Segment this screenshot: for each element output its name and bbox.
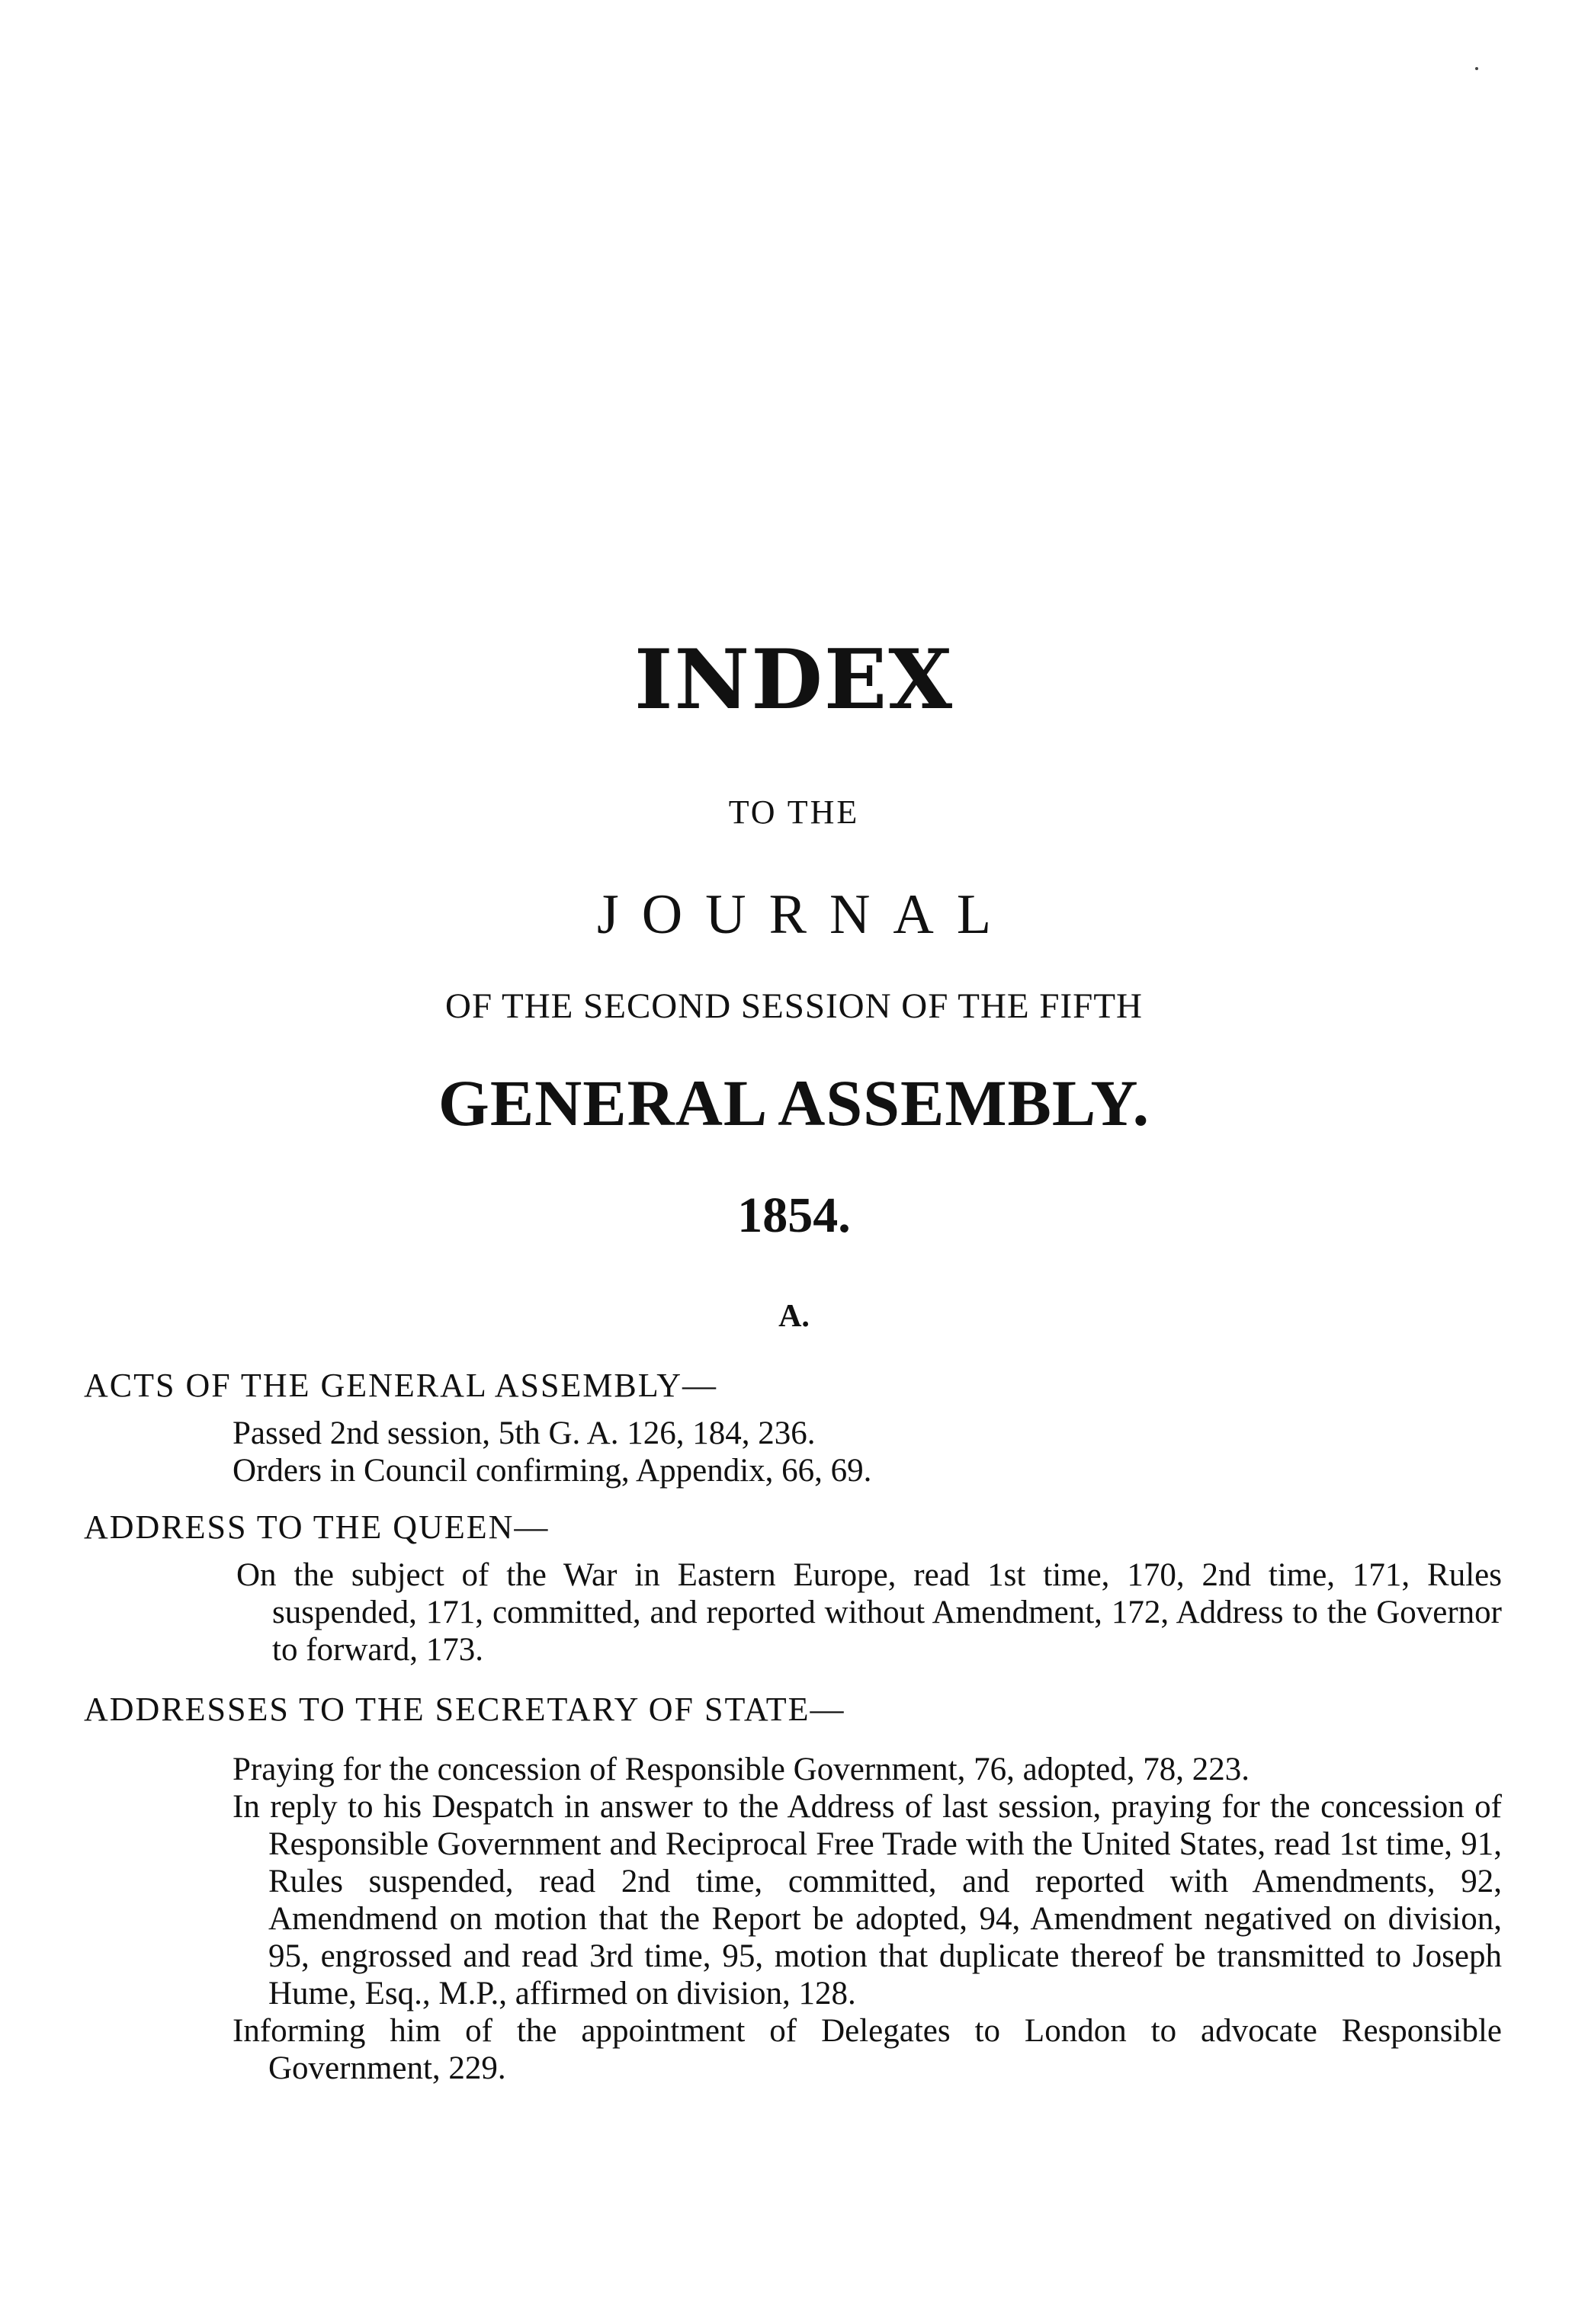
entry-subitems: [84, 1415, 1502, 1489]
title-session-line: OF THE SECOND SESSION OF THE FIFTH: [445, 986, 1143, 1026]
title-journal: JOURNAL: [596, 883, 1015, 946]
entry-subitem: Informing him of the appointment of Delegates to London to advocate Responsible Government, 229.: [233, 2013, 1502, 2086]
index-entry-addresses-secretary: [84, 1688, 1502, 2087]
entry-subitems: [84, 1556, 1502, 1668]
entry-heading: ADDRESSES TO THE SECRETARY OF STATE—: [84, 1691, 845, 1728]
title-to-the: TO THE: [728, 793, 860, 831]
index-entries: [84, 1364, 1502, 2102]
entry-subitem: On the subject of the War in Eastern Europe, read 1st time, 170, 2nd time, 171, Rules suspended, 171, committed, and reported without Amendment, 172, Address to the Governor to forward, 173.: [236, 1557, 1502, 1668]
title-index: INDEX: [634, 632, 954, 728]
index-entry-acts: [84, 1364, 1502, 1489]
entry-subitem: Orders in Council confirming, Appendix, 66, 69.: [233, 1453, 872, 1489]
print-speck: [1475, 67, 1478, 70]
title-year: 1854.: [737, 1188, 851, 1243]
entry-subitems: [84, 1751, 1502, 2087]
entry-subitem: Praying for the concession of Responsible Government, 76, adopted, 78, 223.: [233, 1752, 1250, 1787]
section-letter: A.: [778, 1299, 810, 1334]
entry-heading: ACTS OF THE GENERAL ASSEMBLY—: [84, 1367, 718, 1404]
title-general-assembly: GENERAL ASSEMBLY.: [438, 1066, 1150, 1140]
entry-heading: ADDRESS TO THE QUEEN—: [84, 1508, 550, 1546]
entry-subitem: Passed 2nd session, 5th G. A. 126, 184, 236.: [233, 1415, 816, 1451]
entry-subitem: In reply to his Despatch in answer to the Address of last session, praying for the concession of Responsible Government and Reciprocal Free Trade with the United States, read 1st time, 91, Rules suspended, read 2nd time, committed, and reported with Amendments, 92, Amendmend on motion that the Report be adopted, 94, Amendment negatived on division, 95, engrossed and read 3rd time, 95, motion that duplicate thereof be transmitted to Joseph Hume, Esq., M.P., affirmed on division, 128.: [233, 1789, 1502, 2011]
index-entry-address-queen: [84, 1506, 1502, 1668]
